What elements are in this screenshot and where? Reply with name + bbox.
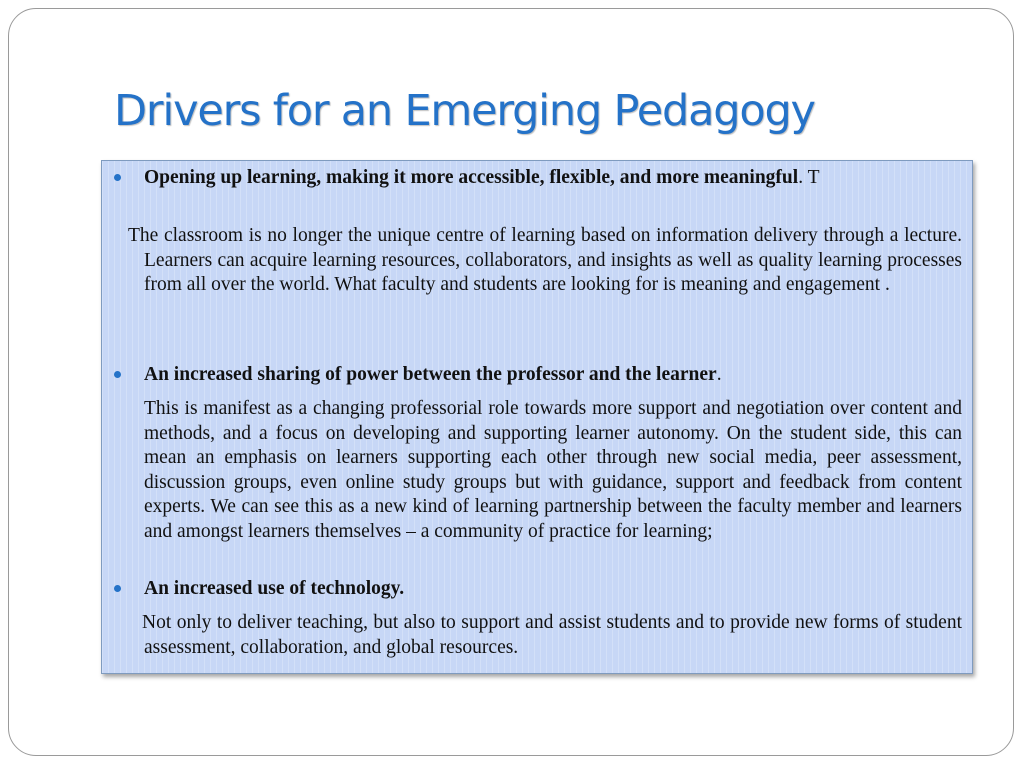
bullet-body-2: This is manifest as a changing professorial role towards more support and negotiation over content and methods, and a focus on developing and supporting learner autonomy. On the student side, this can mean an emphasis on learners supporting each other through new social media, peer assessment, discussion groups, even online study groups but with guidance, support and feedback from content experts. We can see this as a new kind of learning partnership between the faculty member and learners and amongst learners themselves – a community of practice for learning; bbox=[144, 398, 962, 542]
content-box bbox=[101, 160, 973, 674]
bullet-heading-1 bbox=[144, 166, 962, 191]
bullet-heading-3-text: An increased use of technology. bbox=[144, 578, 405, 599]
bullet-icon bbox=[114, 371, 121, 378]
bullet-heading-2-text: An increased sharing of power between the professor and the learner bbox=[144, 364, 717, 385]
bullet-icon bbox=[114, 585, 121, 592]
slide-title: Drivers for an Emerging Pedagogy bbox=[114, 86, 815, 136]
bullet-heading-2-tail: . bbox=[716, 364, 722, 385]
bullet-body-3: Not only to deliver teaching, but also to support and assist students and to provide new forms of student assessment, collaboration, and global resources. bbox=[142, 612, 962, 658]
bullet-heading-1-tail: . T bbox=[798, 167, 820, 188]
bullet-heading-1-text: Opening up learning, making it more accessible, flexible, and more meaningful bbox=[144, 167, 799, 188]
bullet-heading-3 bbox=[144, 577, 962, 602]
bullet-heading-2 bbox=[144, 363, 962, 388]
bullet-icon bbox=[114, 174, 121, 181]
bullet-body-1: The classroom is no longer the unique centre of learning based on information delivery through a lecture. Learners can acquire learning resources, collaborators, and insights as well as quality learning processes from all over the world. What faculty and students are looking for is meaning and engagement . bbox=[128, 225, 962, 295]
